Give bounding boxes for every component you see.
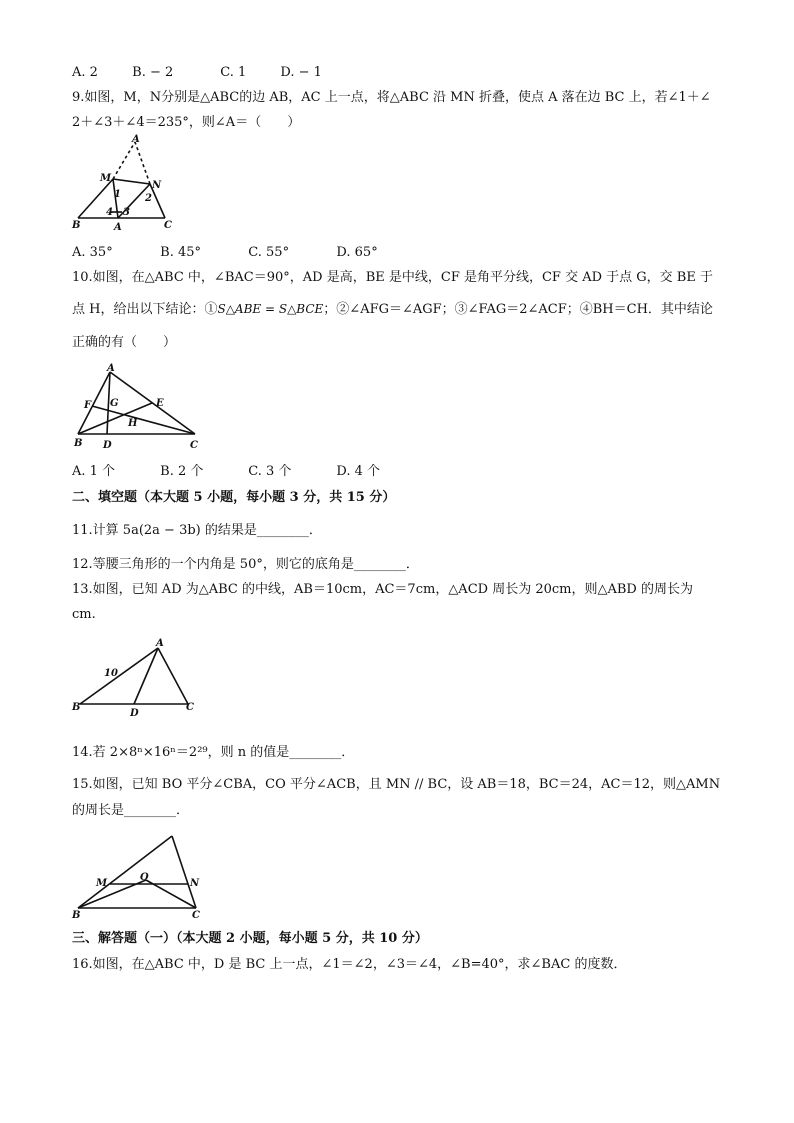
q9-angle-1: 1 — [114, 189, 121, 200]
q15-label-b: B — [72, 910, 81, 920]
q13-edge-ac — [158, 648, 188, 704]
q15-text-line1: 15.如图，已知 BO 平分∠CBA，CO 平分∠ACB，且 MN // BC，设 AB＝18，BC＝24，AC＝12，则△AMN — [72, 777, 721, 792]
q13-text-line1: 13.如图，已知 AD 为△ABC 的中线，AB＝10cm，AC＝7cm，△ACD 周长为 20cm，则△ABD 的周长为 — [72, 582, 693, 597]
q9-label-n: N — [152, 180, 162, 191]
q15-label-m: M — [96, 878, 108, 889]
q9-label-a-bottom: A — [114, 222, 122, 233]
q10-text-line2 — [72, 300, 713, 319]
q12-text: 12.等腰三角形的一个内角是 50°，则它的底角是________． — [72, 557, 419, 572]
q15-label-n: N — [190, 878, 200, 889]
q10-option-a: A. 1 个 — [72, 464, 116, 479]
q10-label-a: A — [107, 363, 115, 374]
q10-label-f: F — [84, 400, 92, 411]
q9-label-a-top: A — [132, 134, 140, 145]
q15-label-c: C — [192, 910, 200, 920]
q9-fold-mn — [113, 179, 150, 184]
q13-label-side-ab: 10 — [104, 668, 118, 679]
q10-option-b: B. 2 个 — [160, 464, 204, 479]
q8-options — [72, 64, 322, 82]
q10-text-line3: 正确的有（ ） — [72, 335, 177, 350]
q10-text-line1: 10.如图，在△ABC 中，∠BAC＝90°，AD 是高，BE 是中线，CF 是角平分线，CF 交 AD 于点 G，交 BE 于 — [72, 270, 713, 285]
q13-label-b: B — [72, 702, 81, 713]
q9-options — [72, 244, 378, 262]
q14-text: 14.若 2×8ⁿ×16ⁿ＝2²⁹，则 n 的值是________． — [72, 745, 355, 760]
q9-figure — [70, 134, 180, 234]
q9-angle-4: 4 — [106, 207, 113, 218]
q13-label-a: A — [156, 638, 164, 649]
q10-label-e: E — [156, 398, 164, 409]
q9-option-c: C. 55° — [248, 245, 290, 260]
section3-heading: 三、解答题（一）（本大题 2 小题，每小题 5 分，共 10 分） — [72, 931, 428, 946]
q9-dashed-am — [113, 142, 135, 179]
q15-text-line2: 的周长是________． — [72, 803, 190, 818]
q9-option-b: B. 45° — [160, 245, 202, 260]
q10-text-line2-b: ；②∠AFG＝∠AGF；③∠FAG＝2∠ACF；④BH＝CH．其中结论 — [323, 302, 713, 317]
q10-label-d: D — [103, 440, 112, 451]
section2-heading: 二、填空题（本大题 5 小题，每小题 3 分，共 15 分） — [72, 490, 396, 505]
q9-label-b: B — [72, 220, 81, 231]
q10-option-c: C. 3 个 — [248, 464, 292, 479]
q9-text-line2: 2＋∠3＋∠4＝235°，则∠A＝（ ） — [72, 115, 301, 130]
q10-text-line2-a: 点 H，给出以下结论：① — [72, 302, 218, 317]
q8-option-c: C. 1 — [220, 65, 247, 80]
q8-option-a: A. 2 — [72, 65, 98, 80]
q9-text-line1: 9.如图，M，N分别是△ABC的边 AB，AC 上一点，将△ABC 沿 MN 折叠，使点 A 落在边 BC 上，若∠1＋∠ — [72, 90, 711, 105]
q10-label-h: H — [128, 418, 138, 429]
q9-label-m: M — [100, 173, 112, 184]
q10-option-d: D. 4 个 — [336, 464, 381, 479]
q9-label-c: C — [164, 220, 172, 231]
q11-text: 11.计算 5a(2a − 3b) 的结果是________． — [72, 523, 322, 538]
q9-option-d: D. 65° — [336, 245, 378, 260]
q8-option-d: D. − 1 — [280, 65, 322, 80]
q10-edge-ac — [110, 372, 195, 434]
q9-angle-2: 2 — [145, 193, 152, 204]
q15-figure — [68, 830, 208, 920]
q10-figure — [70, 362, 205, 457]
q13-label-d: D — [130, 708, 139, 719]
q9-dashed-an — [135, 142, 150, 184]
q10-label-b: B — [74, 438, 83, 449]
q13-text-line2: cm. — [72, 607, 96, 622]
q10-label-g: G — [110, 398, 119, 409]
q10-options — [72, 463, 380, 481]
q13-label-c: C — [186, 702, 194, 713]
q15-label-o: O — [140, 872, 149, 883]
q8-option-b: B. − 2 — [132, 65, 174, 80]
q9-angle-3: 3 — [123, 207, 130, 218]
q10-area-formula: S△ABE = S△BCE — [217, 302, 324, 316]
q15-edge-ab — [78, 836, 172, 908]
q9-option-a: A. 35° — [72, 245, 113, 260]
q16-text: 16.如图，在△ABC 中，D 是 BC 上一点，∠1＝∠2，∠3＝∠4，∠B=40°，求∠BAC 的度数． — [72, 957, 627, 972]
q13-figure — [68, 636, 203, 720]
q10-edge-ab — [78, 372, 110, 434]
q10-label-c: C — [190, 440, 198, 451]
